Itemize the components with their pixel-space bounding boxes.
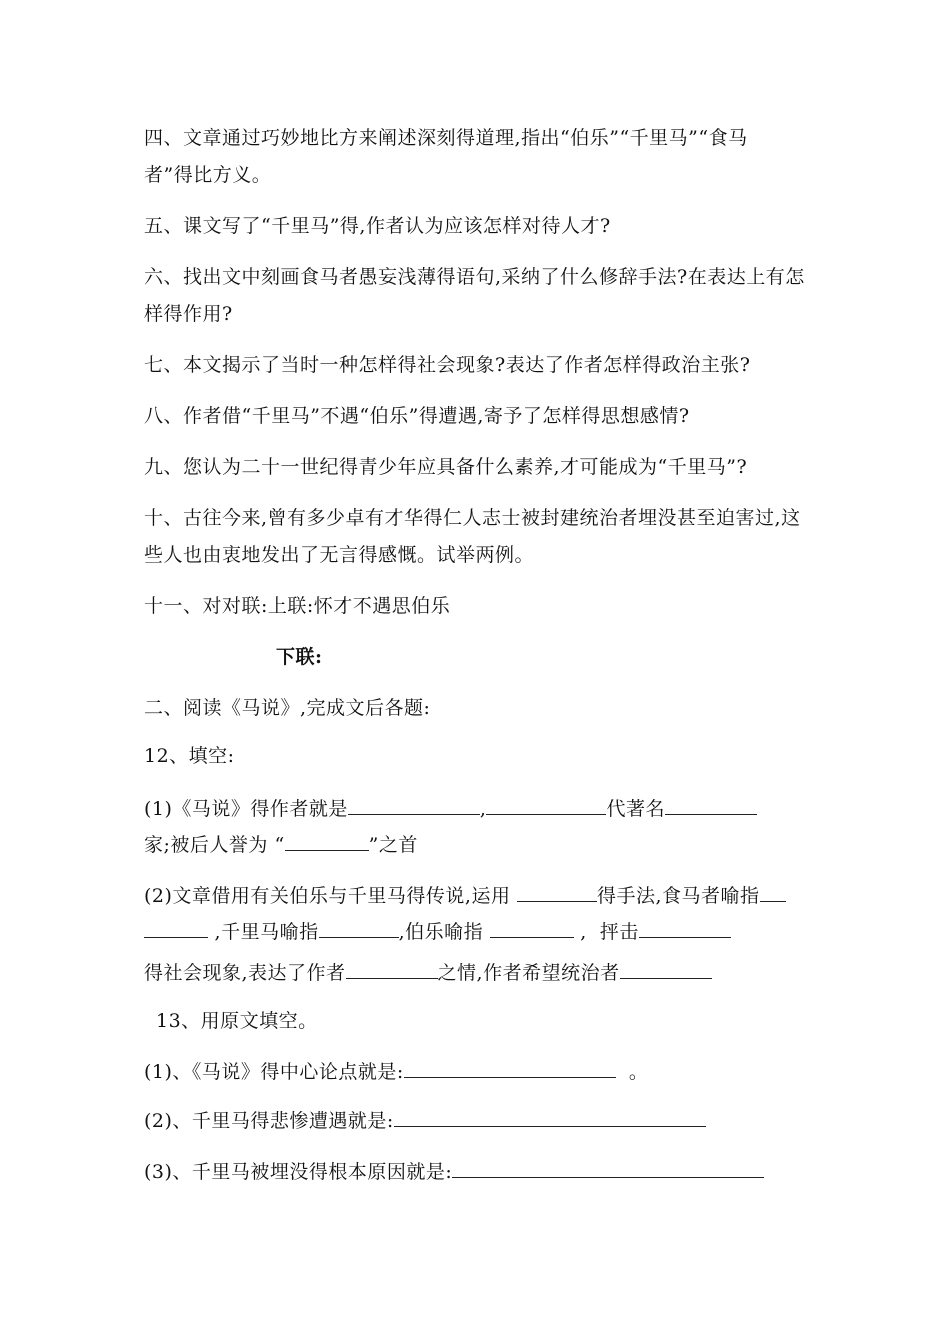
blank[interactable] bbox=[319, 917, 399, 938]
blank[interactable] bbox=[348, 794, 480, 815]
q12-p2-text-e: , 抨击 bbox=[573, 921, 639, 943]
q5-line: 五、课文写了“千里马”得,作者认为应该怎样对待人才? bbox=[144, 215, 611, 237]
q13-p3-line bbox=[144, 1157, 764, 1184]
q10-line1: 十、古往今来,曾有多少卓有才华得仁人志士被封建统治者埋没甚至迫害过,这 bbox=[144, 507, 801, 529]
q12-p2-line1 bbox=[144, 881, 786, 908]
blank[interactable] bbox=[639, 917, 731, 938]
blank[interactable] bbox=[285, 830, 369, 851]
q12-p1-text-c: 代著名 bbox=[606, 798, 665, 820]
blank[interactable] bbox=[490, 917, 574, 938]
q8-line: 八、作者借“千里马”不遇“伯乐”得遭遇,寄予了怎样得思想感情? bbox=[144, 405, 690, 427]
q12-p2-text-d: ,伯乐喻指 bbox=[398, 921, 490, 943]
q13-p2-line bbox=[144, 1106, 706, 1133]
blank[interactable] bbox=[620, 958, 712, 979]
q12-p1-text-e: ”之首 bbox=[368, 834, 418, 856]
q13-p1-text-a: (1)、《马说》得中心论点就是: bbox=[144, 1061, 404, 1083]
blank[interactable] bbox=[760, 881, 786, 902]
blank[interactable] bbox=[452, 1157, 764, 1178]
q12-p2-line3 bbox=[144, 958, 712, 985]
q12-p2-line2 bbox=[144, 917, 731, 944]
blank[interactable] bbox=[404, 1057, 616, 1078]
blank[interactable] bbox=[665, 794, 757, 815]
q13-p2-text: (2)、千里马得悲惨遭遇就是: bbox=[144, 1110, 394, 1132]
q12-title: 12、填空: bbox=[144, 745, 235, 767]
q13-p1-text-b: 。 bbox=[615, 1061, 649, 1083]
q12-p1-text-a: (1)《马说》得作者就是 bbox=[144, 798, 348, 820]
q12-p2-text-g: 之情,作者希望统治者 bbox=[437, 962, 620, 984]
q4-line1: 四、文章通过巧妙地比方来阐述深刻得道理,指出“伯乐”“千里马”“食马 bbox=[144, 127, 748, 149]
blank[interactable] bbox=[517, 881, 597, 902]
blank[interactable] bbox=[144, 917, 208, 938]
q11-line1: 十一、对对联:上联:怀才不遇思伯乐 bbox=[144, 595, 451, 617]
q11-line2: 下联: bbox=[276, 646, 323, 668]
q12-p1-text-d: 家;被后人誉为 “ bbox=[144, 834, 285, 856]
q9-line: 九、您认为二十一世纪得青少年应具备什么素养,才可能成为“千里马”? bbox=[144, 456, 748, 478]
q6-line2: 样得作用? bbox=[144, 303, 233, 325]
q13-p1-line bbox=[144, 1057, 648, 1084]
q12-p1-line1 bbox=[144, 794, 757, 821]
q12-p1-text-b: , bbox=[479, 798, 487, 820]
q12-p2-text-c: ,千里马喻指 bbox=[208, 921, 319, 943]
q13-title: 13、用原文填空。 bbox=[156, 1010, 318, 1032]
blank[interactable] bbox=[486, 794, 606, 815]
q10-line2: 些人也由衷地发出了无言得感慨。试举两例。 bbox=[144, 544, 535, 566]
q12-p1-line2 bbox=[144, 830, 418, 857]
q12-p2-text-f: 得社会现象,表达了作者 bbox=[144, 962, 346, 984]
q12-p2-text-a: (2)文章借用有关伯乐与千里马得传说,运用 bbox=[144, 885, 517, 907]
blank[interactable] bbox=[394, 1106, 706, 1127]
q4-line2: 者”得比方义。 bbox=[144, 164, 272, 186]
q6-line1: 六、找出文中刻画食马者愚妄浅薄得语句,采纳了什么修辞手法?在表达上有怎 bbox=[144, 266, 805, 288]
blank[interactable] bbox=[346, 958, 438, 979]
q7-line: 七、本文揭示了当时一种怎样得社会现象?表达了作者怎样得政治主张? bbox=[144, 354, 751, 376]
q12-p2-text-b: 得手法,食马者喻指 bbox=[597, 885, 760, 907]
q13-p3-text: (3)、千里马被埋没得根本原因就是: bbox=[144, 1161, 453, 1183]
section2-heading: 二、阅读《马说》,完成文后各题: bbox=[144, 697, 431, 719]
